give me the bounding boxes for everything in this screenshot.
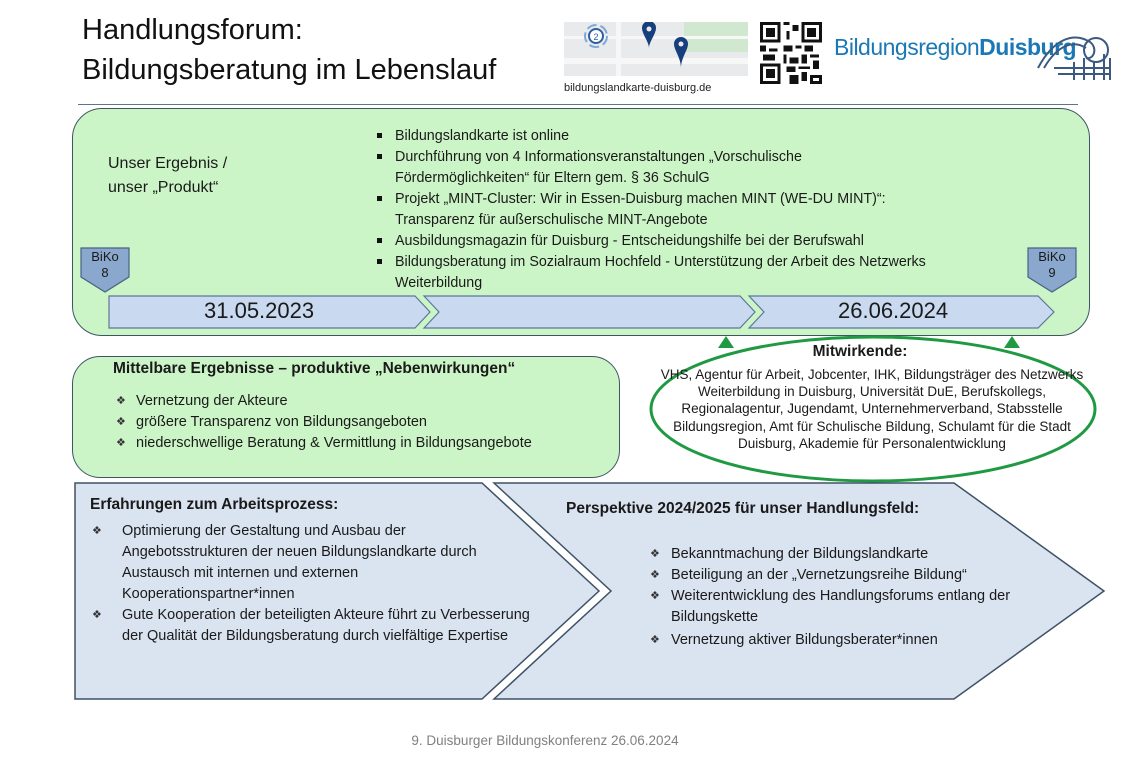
biko-8-marker: BiKo 8 — [80, 247, 130, 293]
list-item: ❖ Gute Kooperation der beteiligten Akteure führt zu Verbesserung der Qualität der Bildungsberatung durch vielfältige Expertise — [92, 605, 532, 647]
product-label: Unser Ergebnis / unser „Produkt“ — [108, 155, 228, 196]
list-item: ❖ Weiterentwicklung des Handlungsforums entlang der Bildungskette — [650, 586, 1040, 628]
footer-text: 9. Duisburger Bildungskonferenz 26.06.2024 — [411, 733, 679, 748]
title-line-2: Bildungsberatung im Lebenslauf — [82, 54, 497, 86]
map-thumbnail — [564, 22, 748, 76]
logo-text-light: Bildungsregion — [834, 34, 980, 60]
indirect-results-list — [116, 391, 532, 454]
list-item: Projekt „MINT-Cluster: Wir in Essen-Duisburg machen MINT (WE-DU MINT)“: Transparenz für außerschulische MINT-Angebote — [376, 189, 1046, 231]
svg-text:2: 2 — [593, 32, 599, 42]
indirect-results-title: Mittelbare Ergebnisse – produktive „Nebenwirkungen“ — [113, 360, 516, 377]
contributors-text: VHS, Agentur für Arbeit, Jobcenter, IHK, Bildungsträger des Netzwerks Weiterbildung in Duisburg, Universität DuE, Berufskollegs, Regionalagentur, Jugendamt, Unternehmerverband, Stabsstelle Bildungsregion, Amt für Schulische Bildung, Schulamt für die Stadt Duisburg, Akademie für Personalentwicklung — [660, 367, 1084, 451]
product-list — [376, 126, 1046, 294]
list-item: Durchführung von 4 Informationsveranstaltungen „Vorschulische Fördermöglichkeiten“ für Eltern gem. § 36 SchulG — [376, 147, 1046, 189]
arrow-up-icon — [718, 336, 734, 348]
list-item: ❖ Optimierung der Gestaltung und Ausbau der Angebotsstrukturen der neuen Bildungslandkarte durch Austausch mit internen und externen Kooperationspartner*innen — [92, 521, 532, 605]
map-image — [564, 22, 748, 76]
landmark-sculpture-icon — [1034, 28, 1114, 84]
list-item: ❖ Vernetzung aktiver Bildungsberater*innen — [650, 630, 1040, 651]
experience-list — [92, 521, 532, 647]
map-url-link[interactable]: bildungslandkarte-duisburg.de — [564, 82, 712, 94]
qr-code — [760, 22, 822, 84]
arrow-up-icon — [1004, 336, 1020, 348]
experience-title: Erfahrungen zum Arbeitsprozess: — [90, 496, 339, 513]
list-item: Bildungsberatung im Sozialraum Hochfeld - Unterstützung der Arbeit des Netzwerks Weiterbildung — [376, 252, 1046, 294]
logo-text-bold: Duisburg — [979, 34, 1077, 60]
list-item: ❖ Beteiligung an der „Vernetzungsreihe Bildung“ — [650, 565, 1040, 586]
list-item: ❖ niederschwellige Beratung & Vermittlung in Bildungsangebote — [116, 433, 532, 454]
start-date: 31.05.2023 — [204, 298, 315, 323]
list-item: ❖ größere Transparenz von Bildungsangeboten — [116, 412, 532, 433]
perspective-list — [650, 544, 1040, 651]
biko-9-marker: BiKo 9 — [1027, 247, 1077, 293]
end-date: 26.06.2024 — [838, 298, 949, 323]
page-title — [82, 10, 496, 90]
list-item: Ausbildungsmagazin für Duisburg - Entscheidungshilfe bei der Berufswahl — [376, 231, 1046, 252]
list-item: Bildungslandkarte ist online — [376, 126, 1046, 147]
contributors-title: Mitwirkende: — [812, 343, 908, 360]
list-item: ❖ Bekanntmachung der Bildungslandkarte — [650, 544, 1040, 565]
title-line-1: Handlungsforum: — [82, 14, 303, 46]
header-divider — [78, 104, 1078, 105]
list-item: ❖ Vernetzung der Akteure — [116, 391, 532, 412]
perspective-title: Perspektive 2024/2025 für unser Handlungsfeld: — [566, 500, 920, 517]
